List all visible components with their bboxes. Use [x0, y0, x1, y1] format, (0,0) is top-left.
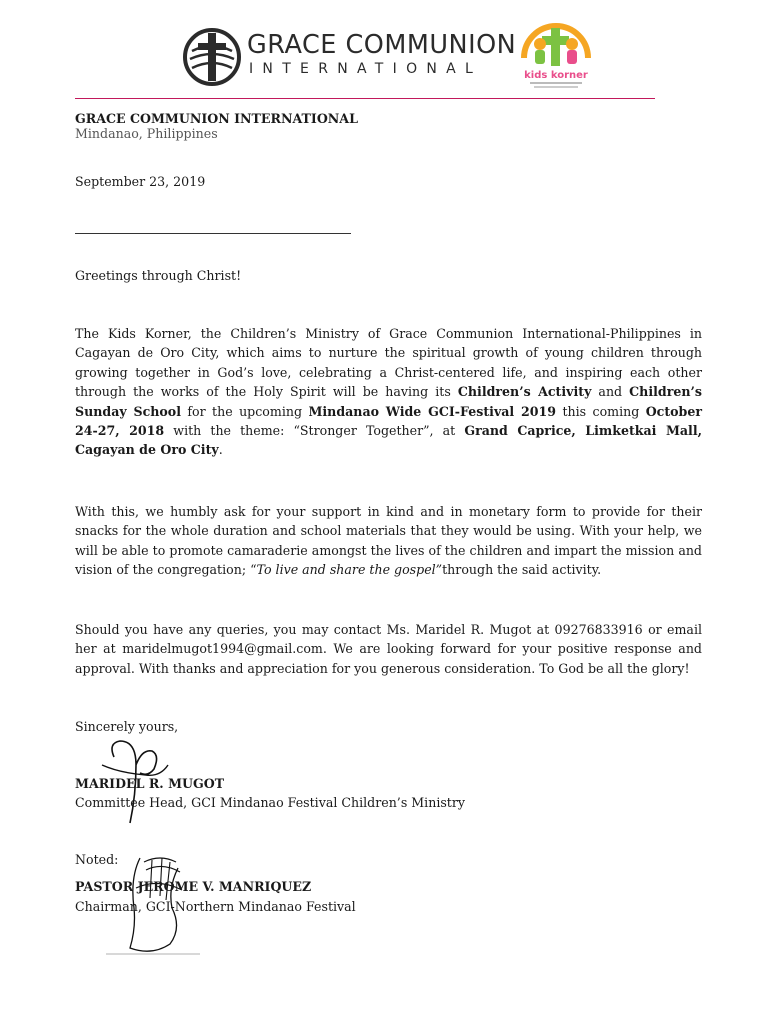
paragraph-1: The Kids Korner, the Children’s Ministry of Grace Communion International-Philippines in Cagayan de Oro City, which aims to nurture the spiritual growth of young children through growing together in God’s love, celebrating a Christ-centered life, and inspiring each other through the works of the Holy Spirit will be having its Children’s Activity and Children’s Sunday School for the upcoming Mindanao Wide GCI-Festival 2019 this coming October 24-27, 2018 with the theme: “Stronger Together”, at Grand Caprice, Limketkai Mall, Cagayan de Oro City. [75, 326, 703, 458]
paragraph-3: Should you have any queries, you may contact Ms. Maridel R. Mugot at 09276833916 or email her at maridelmugot1994@gmail.com. We are looking forward for your positive response and approval. With thanks and appreciation for you generous consideration. To God be all the glory! [75, 622, 702, 676]
recipient-blank-line [75, 233, 351, 234]
letterhead [0, 0, 768, 100]
signer-2-name: PASTOR JEROME V. MANRIQUEZ [75, 879, 312, 894]
signer-1-title: Committee Head, GCI Mindanao Festival Children’s Ministry [75, 795, 466, 810]
sender-organization: GRACE COMMUNION INTERNATIONAL [75, 111, 358, 126]
brand-title: GRACE COMMUNION [247, 30, 517, 60]
kids-korner-logo-icon [518, 14, 594, 96]
brand-subtitle: INTERNATIONAL [249, 61, 483, 77]
greeting: Greetings through Christ! [75, 268, 242, 283]
svg-text:kids korner: kids korner [524, 70, 588, 81]
gci-cross-globe-icon [182, 27, 242, 87]
header-divider [75, 98, 655, 99]
letter-date: September 23, 2019 [75, 174, 206, 189]
noted-label: Noted: [75, 852, 119, 867]
signer-1-name: MARIDEL R. MUGOT [75, 776, 225, 791]
sender-location: Mindanao, Philippines [75, 126, 218, 141]
signer-2-title: Chairman, GCI-Northern Mindanao Festival [75, 899, 356, 914]
paragraph-2: With this, we humbly ask for your support in kind and in monetary form to provide for their snacks for the whole duration and school materials that they would be using. With your help, we will be able to promote camaraderie amongst the lives of the children and impart the mission and vision of the congregation; “To live and share the gospel”through the said activity. [75, 504, 702, 578]
closing: Sincerely yours, [75, 719, 179, 734]
